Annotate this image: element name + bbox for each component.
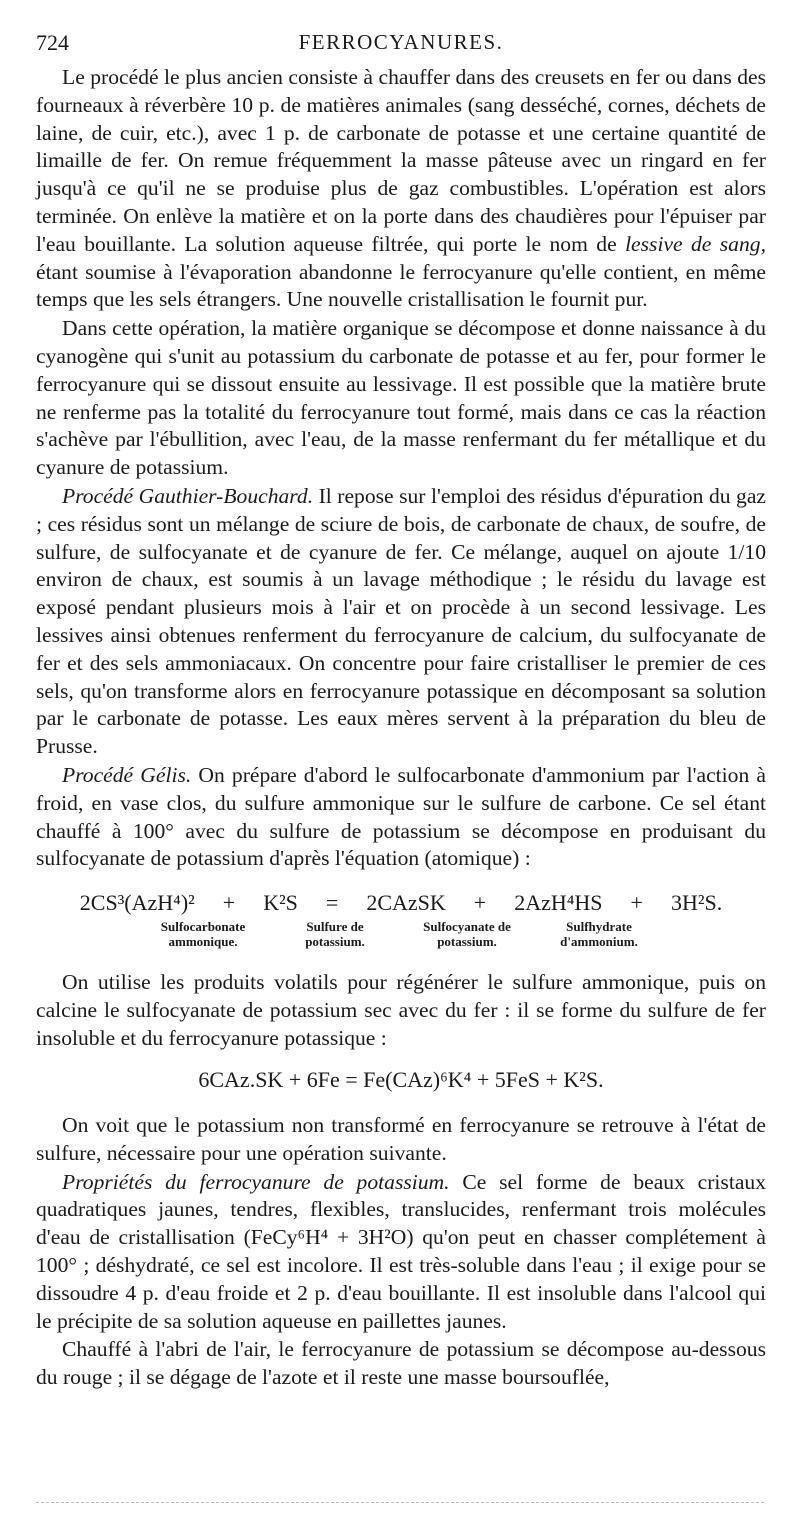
eq-term: 2AzH⁴HS	[514, 890, 603, 916]
eq-term: 3H²S.	[670, 890, 723, 916]
section-lead: Procédé Gélis.	[62, 762, 192, 787]
paragraph-gauthier-bouchard: Procédé Gauthier-Bouchard. Il repose sur l'emploi des résidus d'épuration du gaz ; ces résidus sont un mélange de sciure de bois, de carbonate de chaux, de soufre, de sulfure, de sulfocyanate et de cyanure de fer. Ce mélange, auquel on ajoute 1/10 environ de chaux, est soumis à un lavage méthodique ; le résidu du lavage est exposé pendant plusieurs mois à l'air et on procède à un second lessivage. Les lessives ainsi obtenues renferment du ferrocyanure de calcium, du sulfocyanate de fer et des sels ammoniacaux. On concentre pour faire cristalliser le premier de ces sels, qu'on transforme alors en ferrocyanure potassique en décomposant sa solution par le carbonate de potasse. Les eaux mères servent à la préparation du bleu de Prusse.	[36, 483, 766, 759]
eq-operator: =	[325, 890, 339, 916]
footer-rule	[36, 1502, 764, 1503]
paragraph-2: Dans cette opération, la matière organique se décompose et donne naissance à du cyanogène qui s'unit au potassium du carbonate de potasse et au fer, pour former le ferrocyanure qui se dissout ensuite au lessivage. Il est possible que la matière brute ne renferme pas la totalité du ferrocyanure tout formé, mais dans ce cas la réaction s'achève par l'ébullition, avec l'eau, de la masse renfermant du fer métallique et du cyanure de potassium.	[36, 316, 766, 480]
body-text	[36, 64, 766, 1392]
paragraph-6: On voit que le potassium non transformé en ferrocyanure se retrouve à l'état de sulfure, nécessaire pour une opération suivante.	[36, 1113, 766, 1165]
eq-term: K²S	[263, 890, 298, 916]
eq-term: 2CS³(AzH⁴)²	[79, 890, 195, 916]
eq-label: Sulfocyanate de potassium.	[423, 918, 511, 949]
italic-term: lessive de sang,	[625, 231, 766, 256]
page-header	[36, 26, 766, 56]
section-lead: Procédé Gauthier-Bouchard.	[62, 483, 314, 508]
equation-1	[36, 889, 766, 949]
equation-2: 6CAz.SK + 6Fe = Fe(CAz)⁶K⁴ + 5FeS + K²S.	[198, 1067, 604, 1093]
eq-operator: +	[222, 890, 236, 916]
paragraph-gelis: Procédé Gélis. On prépare d'abord le sulfocarbonate d'ammonium par l'action à froid, en vase clos, du sulfure ammonique sur le sulfure de carbone. Ce sel étant chauffé à 100° avec du sulfure de potassium se décompose en produisant du sulfocyanate de potassium d'après l'équation (atomique) :	[36, 762, 766, 871]
equation-1-terms	[36, 889, 766, 917]
eq-label: Sulfure de potassium.	[305, 918, 365, 949]
eq-operator: +	[473, 890, 487, 916]
page	[36, 26, 766, 1392]
paragraph-5: On utilise les produits volatils pour régénérer le sulfure ammonique, puis on calcine le sulfocyanate de potassium sec avec du fer : il se forme du sulfure de fer insoluble et du ferrocyanure potassique :	[36, 969, 766, 1050]
paragraph-properties: Propriétés du ferrocyanure de potassium. Ce sel forme de beaux cristaux quadratiques jaunes, tendres, flexibles, translucides, renfermant trois molécules d'eau de cristallisation (FeCy⁶H⁴ + 3H²O) qu'on peut en chasser complétement à 100° ; déshydraté, ce sel est incolore. Il est très-soluble dans l'eau ; il exige pour se dissoudre 4 p. d'eau froide et 2 p. d'eau bouillante. Il est insoluble dans l'alcool qui le précipite de sa solution aqueuse en paillettes jaunes.	[36, 1169, 767, 1333]
equation-1-labels	[36, 919, 766, 949]
paragraph-8: Chauffé à l'abri de l'air, le ferrocyanure de potassium se décompose au-dessous du rouge ; il se dégage de l'azote et il reste une masse boursouflée,	[36, 1337, 766, 1390]
eq-operator: +	[630, 890, 643, 916]
running-head: FERROCYANURES.	[298, 30, 504, 54]
eq-term: 2CAzSK	[366, 890, 446, 916]
fraction: 1/10	[727, 539, 766, 564]
eq-label: Sulfhydrate d'ammonium.	[560, 918, 638, 949]
page-number: 724	[36, 30, 69, 55]
section-lead: Propriétés du ferrocyanure de potassium.	[62, 1169, 450, 1194]
paragraph-1: Le procédé le plus ancien consiste à chauffer dans des creusets en fer ou dans des fourneaux à réverbère 10 p. de matières animales (sang desséché, cornes, déchets de laine, de cuir, etc.), avec 1 p. de carbonate de potasse et une certaine quantité de limaille de fer. On remue fréquemment la masse pâteuse avec un ringard en fer jusqu'à ce qu'il ne se produise plus de gaz combustibles. L'opération est alors terminée. On enlève la matière et on la porte dans des chaudières pour l'épuiser par l'eau bouillante. La solution aqueuse filtrée, qui porte le nom de lessive de sang, étant soumise à l'évaporation abandonne le ferrocyanure qu'elle contient, en même temps que les sels étrangers. Une nouvelle cristallisation le fournit pur.	[36, 65, 766, 312]
eq-label: Sulfocarbonate ammonique.	[160, 918, 246, 949]
